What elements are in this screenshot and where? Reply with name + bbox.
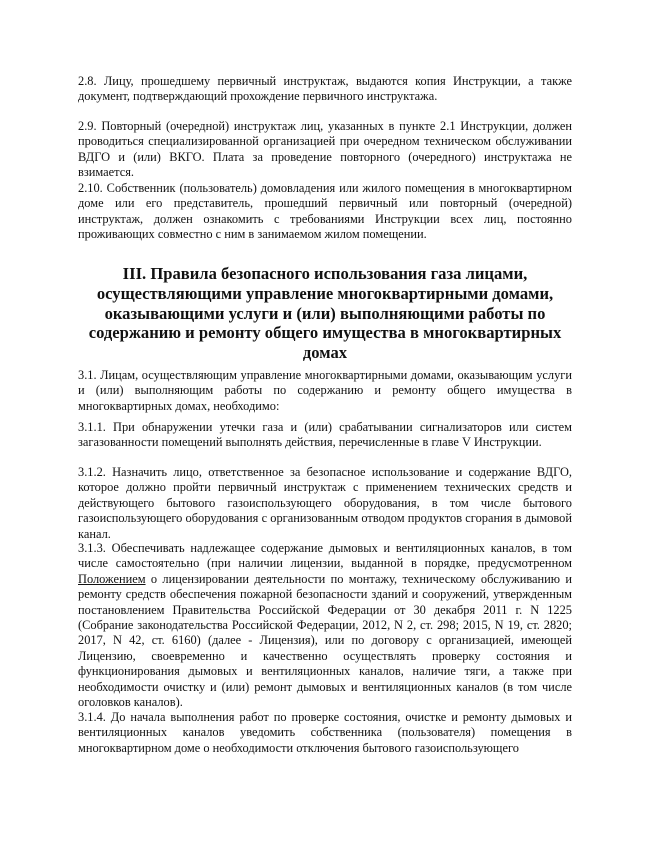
paragraph-3-1-3-end: о лицензировании деятельности по монтажу, техническому обслуживанию и ремонту средств обеспечения пожарной безопасности зданий и сооружений, утвержденным постановлением Правительства Российской Федерации от 30 декабря 2011 г. N 1225 (Собрание законодательства Российской Федерации, 2012, N 2, ст. 298; 2015, N 19, ст. 2820; 2017, N 42, ст. 6160) (далее - Лицензия), или по договору с организацией, имеющей Лицензию, своевременно и качественно осуществлять проверку состояния и функционирования дымовых и вентиляционных каналов, наличие тяги, а также при необходимости очистку и (или) ремонт дымовых и вентиляционных каналов (в том числе оголовков каналов). (78, 571, 572, 710)
paragraph-2-10: 2.10. Собственник (пользователь) домовладения или жилого помещения в многоквартирном доме или его представитель, прошедший первичный или повторный (очередной) инструктаж, должен ознакомить с требованиями Инструкции всех лиц, постоянно проживающих совместно с ним в занимаемом жилом помещении. (78, 181, 572, 242)
paragraph-3-1-2: 3.1.2. Назначить лицо, ответственное за безопасное использование и содержание ВДГО, которое должно пройти первичный инструктаж с применением технических средств и действующего бытового газоиспользующего оборудования, в том числе бытового газоиспользующего оборудования с организованным отводом продуктов сгорания в дымовой канал. (78, 465, 572, 541)
paragraph-3-1-3 (78, 541, 572, 710)
section-heading: III. Правила безопасного использования газа лицами, осуществляющими управление многоквартирными домами, оказывающими услуги и (или) выполняющими работы по содержанию и ремонту общего имущества в многоквартирных домах (88, 264, 562, 363)
paragraph-3-1-3-start: 3.1.3. Обеспечивать надлежащее содержание дымовых и вентиляционных каналов, в том числе самостоятельно (при наличии лицензии, выданной в порядке, предусмотренном (78, 541, 572, 571)
paragraph-2-9: 2.9. Повторный (очередной) инструктаж лиц, указанных в пункте 2.1 Инструкции, должен проводиться специализированной организацией при очередном техническом обслуживании ВДГО и (или) ВКГО. Плата за проведение повторного (очередного) инструктажа не взимается. (78, 119, 572, 180)
paragraph-2-8: 2.8. Лицу, прошедшему первичный инструктаж, выдаются копия Инструкции, а также документ, подтверждающий прохождение первичного инструктажа. (78, 74, 572, 104)
polozhenie-link[interactable]: Положением (78, 571, 146, 586)
paragraph-3-1: 3.1. Лицам, осуществляющим управление многоквартирными домами, оказывающим услуги и (или) выполняющим работы по содержанию и ремонту общего имущества в многоквартирных домах, необходимо: (78, 368, 572, 413)
paragraph-3-1-1: 3.1.1. При обнаружении утечки газа и (или) срабатывании сигнализаторов или систем загазованности помещений выполнять действия, перечисленные в главе V Инструкции. (78, 420, 572, 450)
paragraph-3-1-4: 3.1.4. До начала выполнения работ по проверке состояния, очистке и ремонту дымовых и вентиляционных каналов уведомить собственника (пользователя) помещения в многоквартирном доме о необходимости отключения бытового газоиспользующего (78, 710, 572, 755)
